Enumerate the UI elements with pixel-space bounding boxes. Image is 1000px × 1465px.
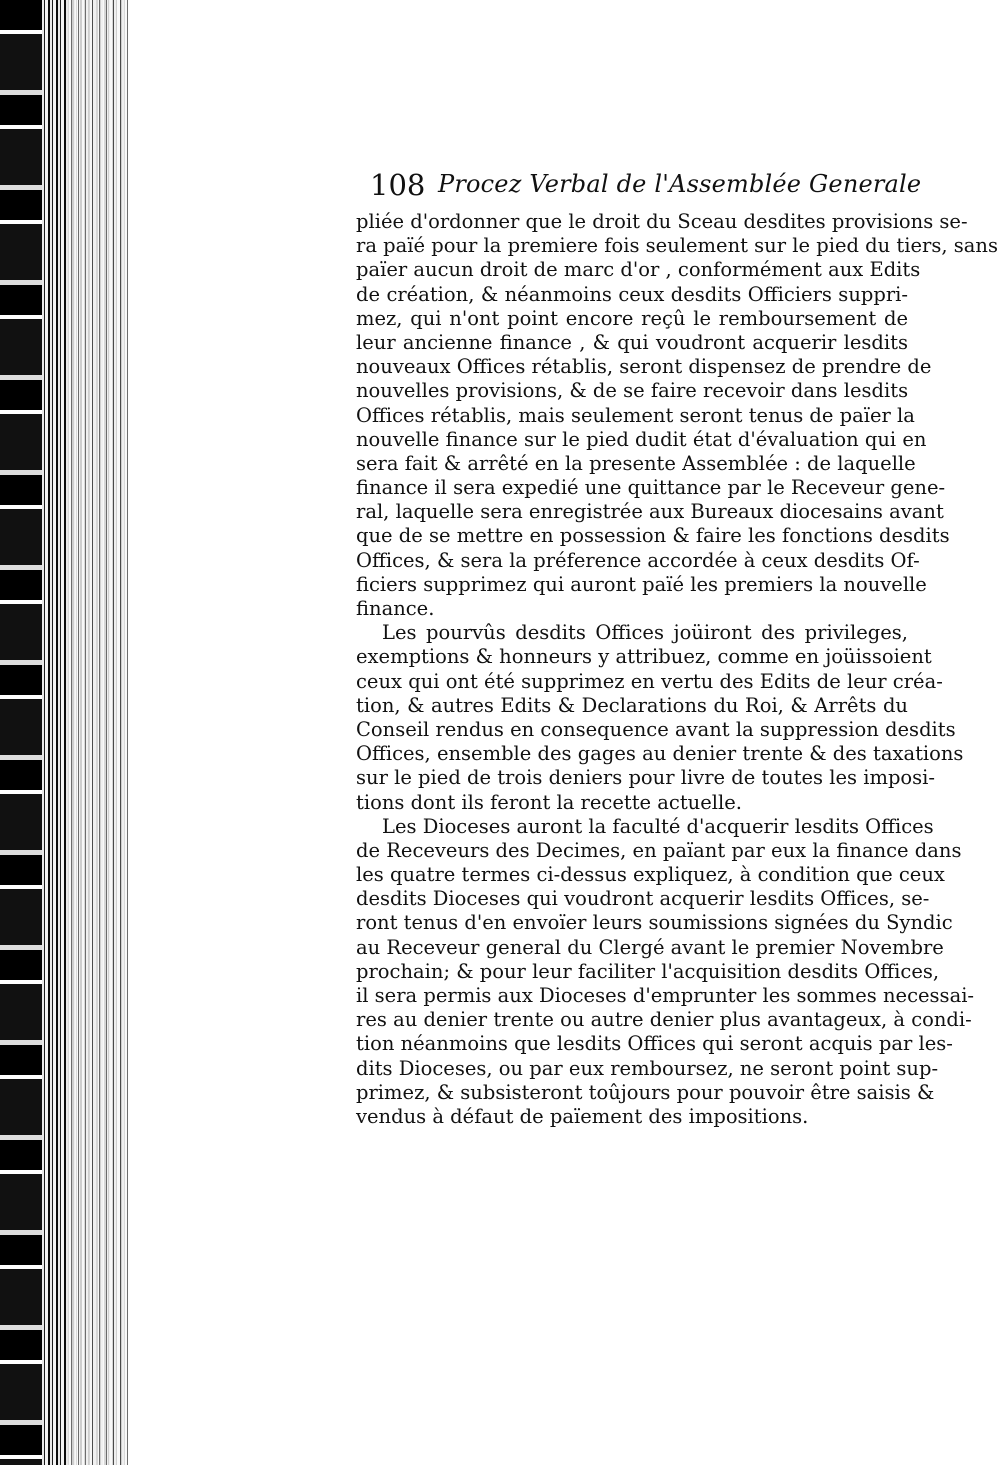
text-line: ficiers supprimez qui auront païé les premiers la nouvelle <box>356 572 927 596</box>
text-line: que de se mettre en possession & faire les fonctions desdits <box>356 524 950 548</box>
text-line: tion, & autres Edits & Declarations du Roi, & Arrêts du <box>356 693 908 717</box>
text-line: nouvelles provisions, & de se faire recevoir dans lesdits <box>356 379 909 403</box>
text-line: de création, & néanmoins ceux desdits Officiers suppri- <box>356 282 908 306</box>
text-line: ceux qui ont été supprimez en vertu des Edits de leur créa- <box>356 669 943 693</box>
text-line: leur ancienne finance , & qui voudront acquerir lesdits <box>356 330 908 354</box>
scanned-page-edge <box>0 0 128 1465</box>
text-line: sur le pied de trois deniers pour livre de toutes les imposi- <box>356 766 936 790</box>
text-line: finance. <box>356 597 435 620</box>
body-text <box>356 210 998 1129</box>
text-line: les quatre termes ci-dessus expliquez, à condition que ceux <box>356 863 945 887</box>
text-line: Offices, & sera la préference accordée à ceux desdits Of- <box>356 548 920 572</box>
text-line: de Receveurs des Decimes, en païant par eux la finance dans <box>356 838 962 862</box>
text-line: nouveaux Offices rétablis, seront dispensez de prendre de <box>356 355 932 379</box>
text-line: tion néanmoins que lesdits Offices qui seront acquis par les- <box>356 1032 953 1056</box>
page-number: 108 <box>370 168 426 202</box>
paragraph <box>356 210 998 621</box>
text-line: Conseil rendus en consequence avant la suppression desdits <box>356 717 956 741</box>
running-head-title: Procez Verbal de l'Assemblée Generale <box>438 170 922 198</box>
text-line: tions dont ils feront la recette actuelle. <box>356 790 742 814</box>
text-line: nouvelle finance sur le pied dudit état d'évaluation qui en <box>356 427 927 451</box>
text-line: ra païé pour la premiere fois seulement sur le pied du tiers, sans <box>356 234 998 258</box>
text-line: primez, & subsisteront toûjours pour pouvoir être saisis & <box>356 1080 935 1104</box>
text-line: res au denier trente ou autre denier plus avantageux, à condi- <box>356 1008 972 1032</box>
text-line: finance il sera expedié une quittance par le Receveur gene- <box>356 476 946 500</box>
text-line: sera fait & arrêté en la presente Assemblée : de laquelle <box>356 451 916 475</box>
text-line: au Receveur general du Clergé avant le premier Novembre <box>356 935 944 959</box>
paragraph <box>356 814 975 1129</box>
text-line: ront tenus d'en envoïer leurs soumissions signées du Syndic <box>356 911 953 935</box>
text-line: il sera permis aux Dioceses d'emprunter les sommes necessai- <box>356 984 975 1007</box>
text-line: mez, qui n'ont point encore reçû le remboursement de <box>356 306 908 330</box>
text-line: ral, laquelle sera enregistrée aux Bureaux diocesains avant <box>356 500 944 524</box>
text-line: Les Dioceses auront la faculté d'acquerir lesdits Offices <box>382 814 934 838</box>
text-line: Offices rétablis, mais seulement seront tenus de païer la <box>356 403 915 427</box>
text-line: exemptions & honneurs y attribuez, comme en joüissoient <box>356 645 932 669</box>
running-head <box>370 168 922 208</box>
text-line: dits Dioceses, ou par eux remboursez, ne seront point sup- <box>356 1056 939 1080</box>
text-line: Les pourvûs desdits Offices joüiront des privileges, <box>382 621 908 645</box>
text-line: prochain; & pour leur faciliter l'acquisition desdits Offices, <box>356 959 940 983</box>
text-line: Offices, ensemble des gages au denier trente & des taxations <box>356 742 964 766</box>
text-line: vendus à défaut de païement des impositions. <box>356 1104 809 1128</box>
paragraph <box>356 621 964 815</box>
text-line: desdits Dioceses qui voudront acquerir lesdits Offices, se- <box>356 887 930 911</box>
text-line: païer aucun droit de marc d'or , conformément aux Edits <box>356 258 921 282</box>
text-line: pliée d'ordonner que le droit du Sceau desdites provisions se- <box>356 210 968 233</box>
